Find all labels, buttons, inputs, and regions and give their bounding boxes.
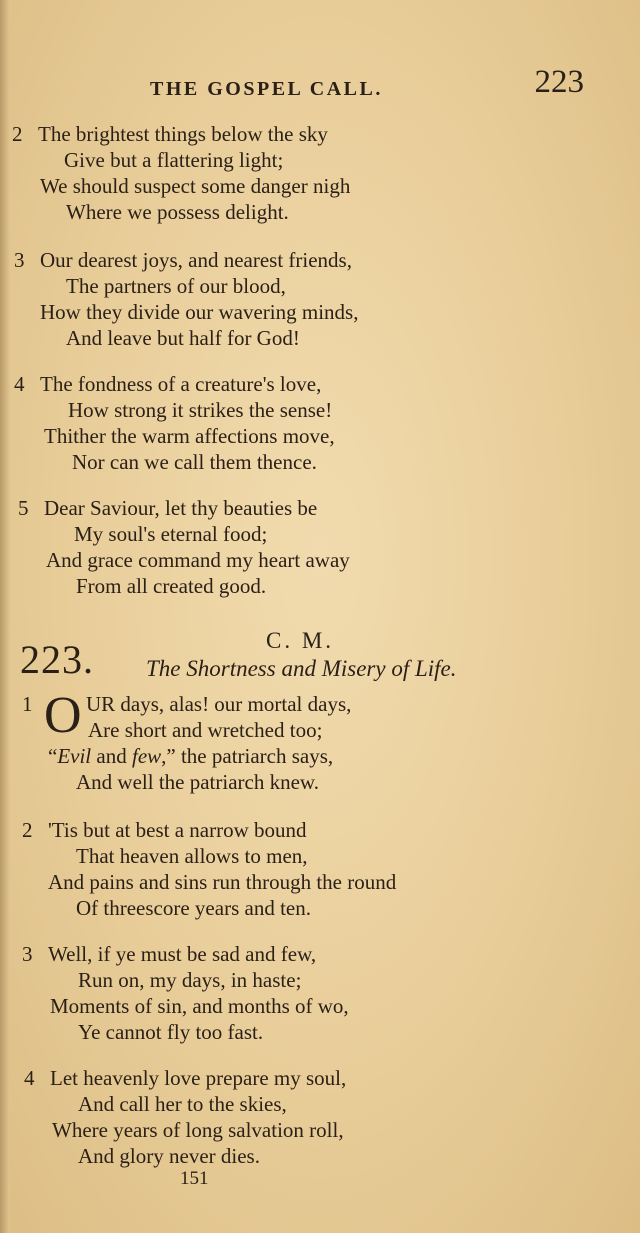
verse-line: From all created good.: [76, 574, 267, 598]
verse-line: How they divide our wavering minds,: [40, 300, 359, 324]
verse-line: My soul's eternal food;: [74, 522, 268, 546]
verse-line: Dear Saviour, let thy beauties be: [44, 496, 318, 520]
verse-number: 5: [18, 496, 29, 520]
running-title: THE GOSPEL CALL.: [150, 78, 383, 100]
verse-line: Where years of long salvation roll,: [52, 1118, 344, 1142]
signature-mark: 151: [180, 1168, 209, 1189]
verse-line: That heaven allows to men,: [76, 844, 308, 868]
verse-line: And well the patriarch knew.: [76, 770, 319, 794]
verse-number: 1: [22, 692, 33, 716]
verse-line: The partners of our blood,: [66, 274, 286, 298]
verse-line: And pains and sins run through the round: [48, 870, 397, 894]
line-text: and: [91, 744, 132, 768]
verse-number: 4: [24, 1066, 35, 1090]
verse-line: 'Tis but at best a narrow bound: [48, 818, 307, 842]
page-number: 223: [534, 64, 584, 100]
verse-line: The brightest things below the sky: [38, 122, 328, 146]
verse-line: Moments of sin, and months of wo,: [50, 994, 349, 1018]
verse-line: UR days, alas! our mortal days,: [86, 692, 352, 716]
verse-number: 2: [22, 818, 33, 842]
verse-line: And call her to the skies,: [78, 1092, 287, 1116]
verse-line: We should suspect some danger nigh: [40, 174, 351, 198]
verse-line: How strong it strikes the sense!: [68, 398, 333, 422]
verse-line: Let heavenly love prepare my soul,: [50, 1066, 347, 1090]
emphasis-word: few: [131, 744, 162, 768]
verse-number: 3: [14, 248, 25, 272]
verse-number: 4: [14, 372, 25, 396]
drop-cap: O: [44, 687, 82, 744]
verse-line: Are short and wretched too;: [88, 718, 323, 742]
page-gutter: [0, 0, 10, 1233]
verse-line: And grace command my heart away: [46, 548, 350, 572]
verse-line-with-emphasis: [48, 746, 333, 767]
verse-line: Thither the warm affections move,: [44, 424, 335, 448]
verse-line: Of threescore years and ten.: [76, 896, 311, 920]
verse-line: Well, if ye must be sad and few,: [48, 942, 317, 966]
verse-line: Ye cannot fly too fast.: [78, 1020, 264, 1044]
hymn-number: 223.: [20, 637, 94, 682]
verse-line: And glory never dies.: [78, 1144, 260, 1168]
emphasis-word: Evil: [57, 744, 92, 768]
verse-line: Nor can we call them thence.: [72, 450, 317, 474]
verse-line: Our dearest joys, and nearest friends,: [40, 248, 352, 272]
hymn-meter: C. M.: [266, 628, 335, 653]
verse-number: 3: [22, 942, 33, 966]
verse-line: Give but a flattering light;: [64, 148, 284, 172]
open-quote: “: [48, 744, 58, 768]
verse-line: Run on, my days, in haste;: [78, 968, 302, 992]
hymn-title: The Shortness and Misery of Life.: [146, 656, 457, 681]
verse-line: Where we possess delight.: [66, 200, 289, 224]
line-text: ,” the patriarch says,: [161, 744, 334, 768]
verse-number: 2: [12, 122, 23, 146]
verse-line: And leave but half for God!: [66, 326, 300, 350]
verse-line: The fondness of a creature's love,: [40, 372, 322, 396]
